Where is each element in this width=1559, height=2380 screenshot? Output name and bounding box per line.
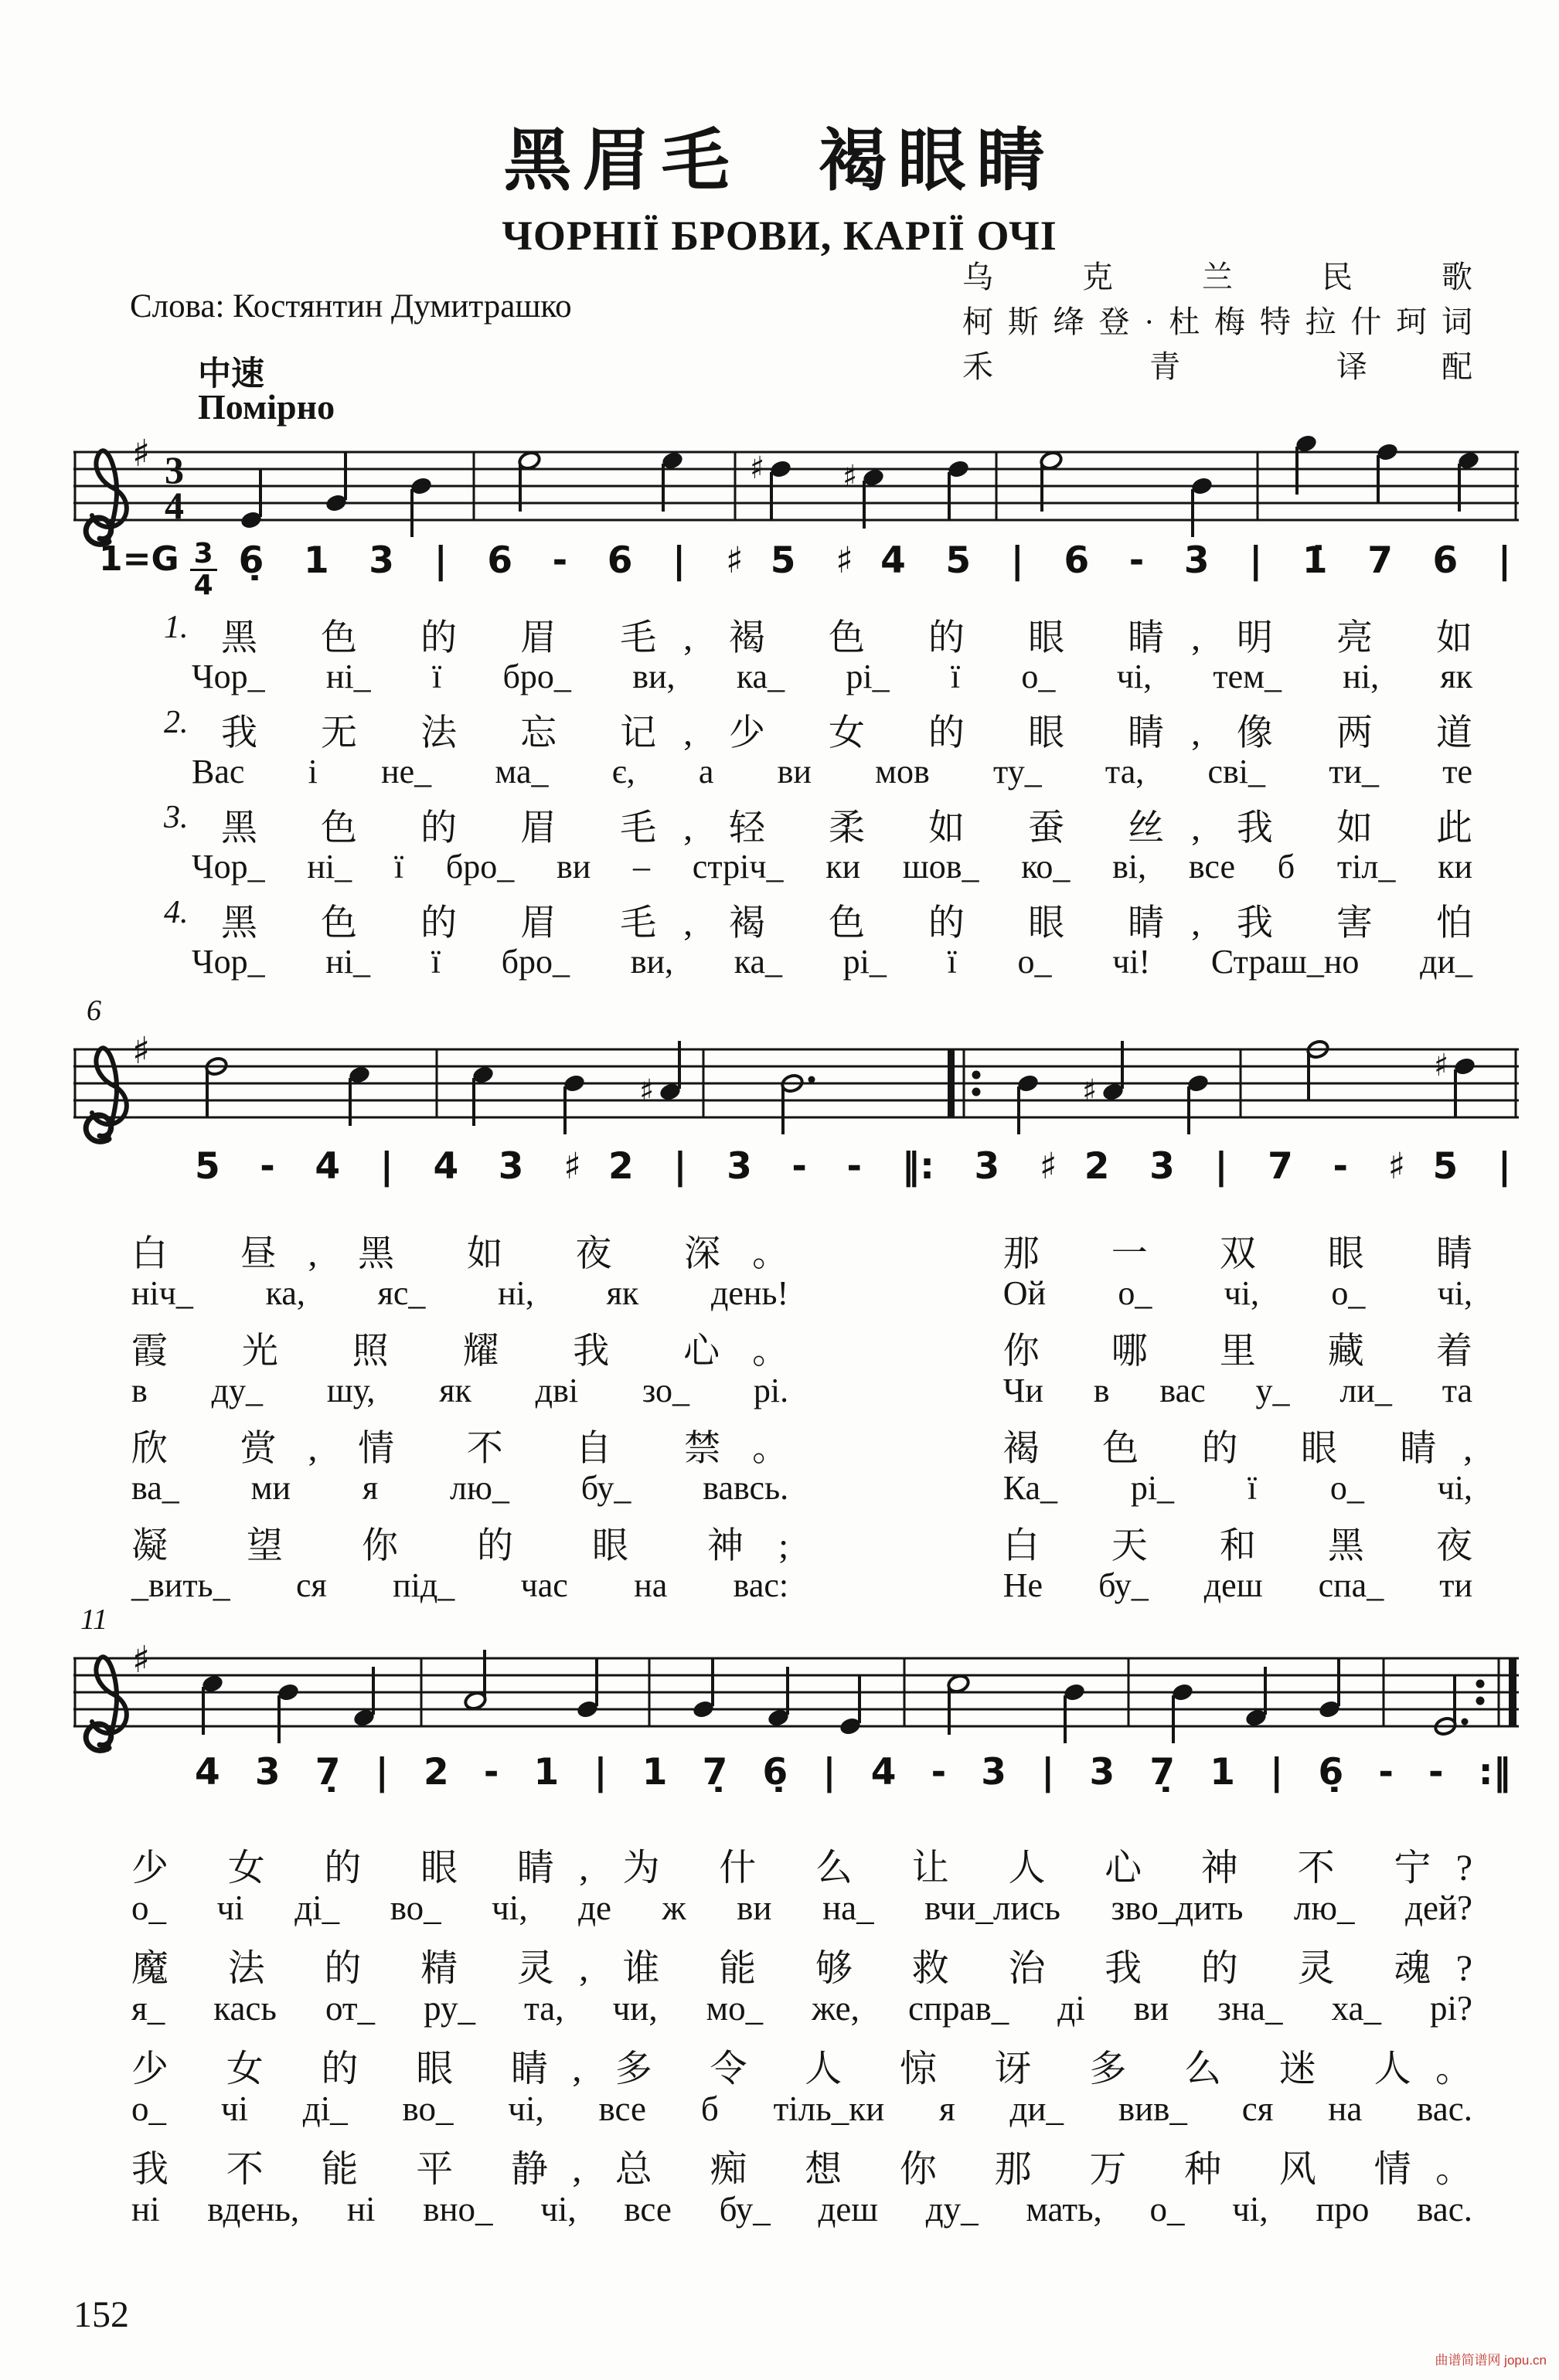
- key-signature-sharp: ♯: [132, 1029, 151, 1073]
- lyric-line: 我 不 能 平 静, 总 痴 想 你 那 万 种 风 情。: [131, 2149, 1472, 2190]
- staff-system-2: [73, 1018, 1519, 1158]
- lyric-line: о_ чі ді_ во_ чі, все б тіль_ки я ди_ вив_ ся на вас.: [131, 2089, 1472, 2128]
- lyric-line: _вить_ ся під_ час на вас: Не бу_ деш спа_ ти: [131, 1566, 1472, 1604]
- lyric-line: 4. 黑 色 的 眉 毛, 褐 色 的 眼 睛, 我 害 怕: [164, 894, 1472, 946]
- page-number: 152: [73, 2294, 129, 2335]
- lyricist-credit: Слова: Костянтин Думитрашко: [130, 288, 572, 325]
- treble-clef-icon: [86, 450, 127, 544]
- lyric-line: 3. 黑 色 的 眉 毛, 轻 柔 如 蚕 丝, 我 如 此: [164, 799, 1472, 851]
- svg-text:♯: ♯: [639, 1073, 655, 1109]
- jianpu-line-3: 4 3 7̣ | 2 - 1 | 1 7̣ 6̣ | 4 - 3 | 3 7̣ 1 | 6̣ - - :‖: [195, 1751, 1511, 1794]
- lyric-line: ні вдень, ні вно_ чі, все бу_ деш ду_ мать, о_ чі, про вас.: [131, 2190, 1472, 2229]
- lyric-line: в ду_ шу, як дві зо_ рі. Чи в вас у_ ли_ та: [131, 1372, 1472, 1409]
- lyric-line: 少 女 的 眼 睛, 多 令 人 惊 讶 多 么 迷 人。: [131, 2048, 1472, 2089]
- lyric-line: я_ кась от_ ру_ та, чи, мо_ же, справ_ ді ви зна_ ха_ рі?: [131, 1989, 1472, 2028]
- verse-number: 3.: [164, 800, 189, 835]
- lyric-line: Чор_ ні_ ї бро_ ви – стріч_ ки шов_ ко_ ві, все б тіл_ ки: [192, 848, 1472, 886]
- svg-text:3: 3: [165, 448, 184, 491]
- lyricist-credit-chinese: 柯斯绛登·杜梅特拉什珂词: [962, 304, 1472, 339]
- verse-number: 2.: [164, 705, 189, 740]
- jianpu-row-3: [195, 1751, 1511, 1794]
- credits-block: [962, 255, 1472, 389]
- lyric-line: 2. 我 无 法 忘 记, 少 女 的 眼 睛, 像 两 道: [164, 704, 1472, 756]
- time-signature: [165, 448, 184, 527]
- measure-number: 11: [80, 1603, 108, 1636]
- svg-text:♯: ♯: [750, 450, 765, 486]
- treble-clef-icon: [86, 1048, 127, 1141]
- watermark: 曲谱简谱网 jopu.cn: [1435, 2353, 1547, 2368]
- lyric-line: о_ чі ді_ во_ чі, де ж ви на_ вчи_лись зво_дить лю_ дей?: [131, 1889, 1472, 1927]
- page-title-ukrainian: ЧОРНІЇ БРОВИ, КАРІЇ ОЧІ: [502, 212, 1057, 259]
- jianpu-line-2: 5 - 4 | 4 3 ♯2 | 3 - - ‖: 3 ♯2 3 | 7 - ♯5 |: [195, 1145, 1511, 1188]
- measure-number: 6: [87, 994, 101, 1027]
- lyric-line: 欣 赏, 情 不 自 禁。 褐 色 的 眼 睛,: [131, 1429, 1472, 1469]
- jianpu-row-1: [99, 539, 1511, 600]
- lyric-line: 霞 光 照 耀 我 心。 你 哪 里 藏 着: [131, 1331, 1472, 1372]
- lyric-line: 凝 望 你 的 眼 神; 白 天 和 黑 夜: [131, 1526, 1472, 1566]
- lyric-line: 少 女 的 眼 睛, 为 什 么 让 人 心 神 不 宁?: [131, 1848, 1472, 1889]
- lyric-line: Чор_ ні_ ї бро_ ви, ка_ рі_ ї о_ чі! Страш_но ди_: [192, 943, 1472, 981]
- jianpu-row-2: [195, 1145, 1511, 1188]
- svg-text:♯: ♯: [1434, 1048, 1449, 1083]
- staff-notes: [201, 1650, 1469, 1743]
- svg-text:♯: ♯: [1082, 1073, 1098, 1109]
- jianpu-line-1: 6̣ 1 3 | 6 - 6 | ♯5 ♯4 5 | 6 - 3 | 1̇ 7 6 |: [238, 539, 1511, 582]
- key-signature-sharp: ♯: [132, 1638, 151, 1681]
- tempo-marking-chinese: 中速: [198, 355, 264, 393]
- treble-clef-icon: [86, 1657, 127, 1750]
- svg-text:4: 4: [165, 484, 184, 527]
- translator-credit: 禾 青 译配: [962, 349, 1472, 384]
- lyric-line: ва_ ми я лю_ бу_ вавсь. Ка_ рі_ ї о_ чі,: [131, 1469, 1472, 1507]
- staff-notes: [205, 1039, 1477, 1134]
- lyric-line: 魔 法 的 精 灵, 谁 能 够 救 治 我 的 灵 魂?: [131, 1948, 1472, 1989]
- song-source: 乌 克 兰 民 歌: [962, 260, 1472, 294]
- verse-number: 1.: [164, 610, 189, 645]
- lyric-line: Вас і не_ ма_ є, а ви мов ту_ та, сві_ ти_ те: [192, 753, 1472, 790]
- staff-system-3: [73, 1627, 1519, 1766]
- lyric-line: 1. 黑 色 的 眉 毛, 褐 色 的 眼 睛, 明 亮 如: [164, 609, 1472, 661]
- page-title-chinese: 黑眉毛 褐眼睛: [503, 124, 1056, 199]
- svg-text:♯: ♯: [842, 459, 858, 495]
- lyric-line: ніч_ ка, яс_ ні, як день! Ой о_ чі, о_ чі,: [131, 1274, 1472, 1312]
- key-signature-sharp: ♯: [132, 432, 151, 475]
- jianpu-meter: $\frac{3}{4}$: [190, 539, 217, 600]
- verse-number: 4.: [164, 895, 189, 930]
- lyric-line: Чор_ ні_ ї бро_ ви, ка_ рі_ ї о_ чі, тем_ ні, як: [192, 658, 1472, 695]
- lyric-line: 白 昼, 黑 如 夜 深。 那 一 双 眼 睛: [131, 1234, 1472, 1274]
- jianpu-key: 1=G: [99, 539, 179, 579]
- tempo-marking-ukrainian: Помірно: [198, 387, 335, 427]
